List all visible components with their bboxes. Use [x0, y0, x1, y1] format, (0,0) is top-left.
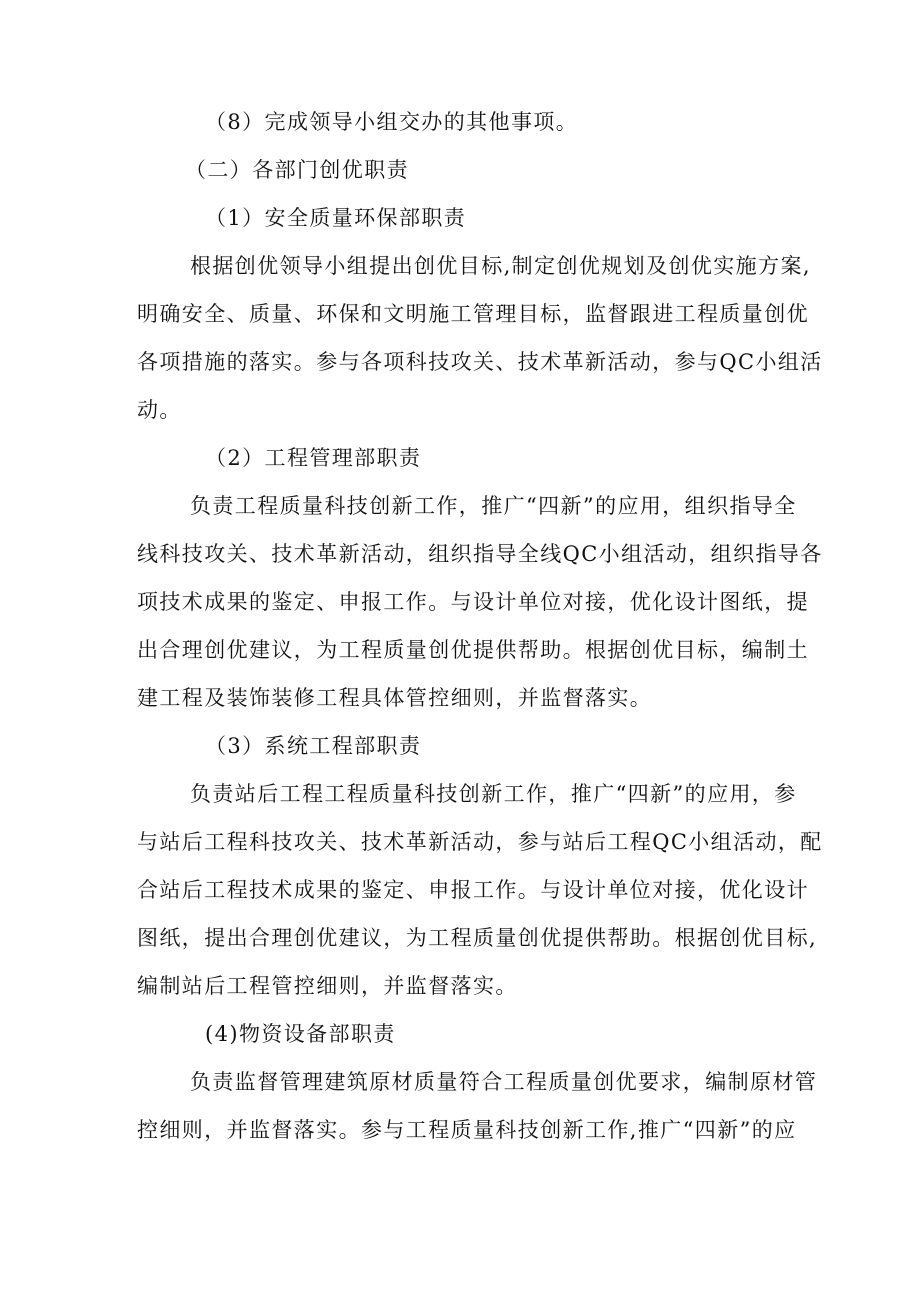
paragraph-line: 编制站后工程管控细则，并监督落实。 [137, 974, 518, 998]
paragraph-line: 线科技攻关、技术革新活动，组织指导全线QC小组活动，组织指导各 [137, 542, 823, 566]
paragraph-line: 项技术成果的鉴定、申报工作。与设计单位对接，优化设计图纸，提 [137, 590, 809, 614]
paragraph-line: 合站后工程技术成果的鉴定、申报工作。与设计单位对接，优化设计 [137, 878, 809, 902]
subsection-heading-safety-quality: （1）安全质量环保部职责 [205, 206, 467, 230]
paragraph-line: 控细则，并监督落实。参与工程质量科技创新工作,推广“四新”的应 [137, 1118, 797, 1142]
subsection-heading-materials: (4)物资设备部职责 [205, 1022, 396, 1046]
paragraph-line: 负责站后工程工程质量科技创新工作，推广“四新”的应用，参 [190, 782, 797, 806]
section-heading-department-duties: （二）各部门创优职责 [185, 158, 409, 182]
paragraph-line: 根据创优领导小组提出创优目标,制定创优规划及创优实施方案, [190, 254, 811, 278]
paragraph-line: 建工程及装饰装修工程具体管控细则，并监督落实。 [137, 686, 653, 710]
list-item-8: （8）完成领导小组交办的其他事项。 [205, 110, 579, 134]
subsection-heading-engineering: （2）工程管理部职责 [205, 446, 422, 470]
paragraph-line: 负责监督管理建筑原材质量符合工程质量创优要求，编制原材管 [190, 1070, 818, 1094]
paragraph-line: 负责工程质量科技创新工作，推广“四新”的应用，组织指导全 [190, 494, 797, 518]
paragraph-line: 出合理创优建议，为工程质量创优提供帮助。根据创优目标，编制土 [137, 638, 809, 662]
paragraph-line: 与站后工程科技攻关、技术革新活动，参与站后工程QC小组活动，配 [137, 830, 823, 854]
paragraph-line: 各项措施的落实。参与各项科技攻关、技术革新活动，参与QC小组活 [137, 350, 823, 374]
paragraph-line: 图纸，提出合理创优建议，为工程质量创优提供帮助。根据创优目标, [137, 926, 818, 950]
paragraph-line: 明确安全、质量、环保和文明施工管理目标，监督跟进工程质量创优 [137, 302, 809, 326]
subsection-heading-systems: （3）系统工程部职责 [205, 734, 422, 758]
paragraph-line: 动。 [137, 398, 182, 422]
